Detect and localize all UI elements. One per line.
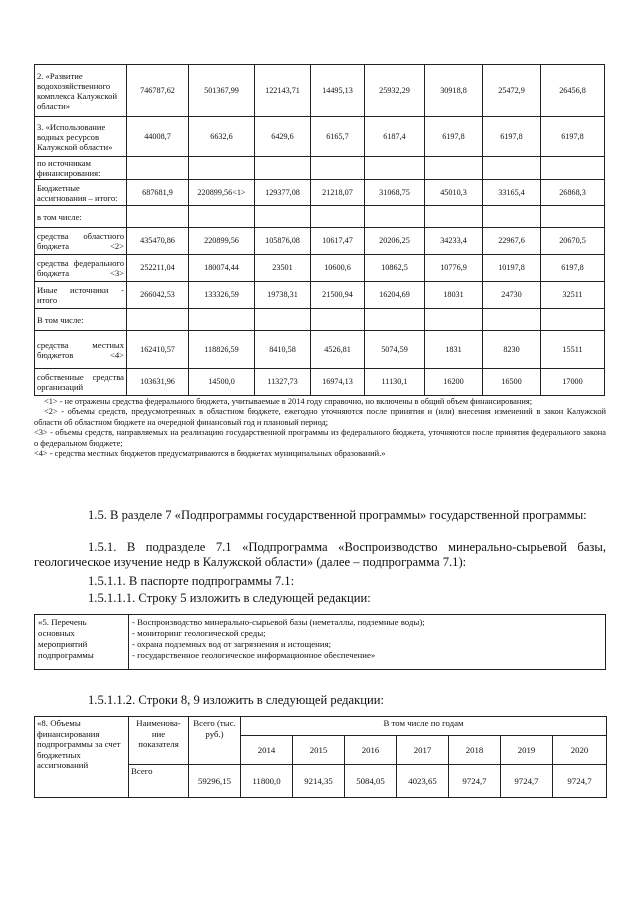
cell: 11130,1 <box>365 369 425 396</box>
table-row <box>35 615 606 670</box>
cell: 16500 <box>483 369 541 396</box>
cell: 20206,25 <box>365 228 425 255</box>
cell: 133326,59 <box>189 282 255 309</box>
cell <box>189 157 255 180</box>
cell <box>425 157 483 180</box>
cell: 10600,6 <box>311 255 365 282</box>
cell: 10197,8 <box>483 255 541 282</box>
row-label: 2. «Развитие водохозяйственного комплекса Калужской области» <box>35 65 127 117</box>
row-indicator: Всего <box>129 765 189 798</box>
funding-volume-table <box>34 716 607 798</box>
cell: 6197,8 <box>541 117 605 157</box>
table-row <box>35 157 605 180</box>
activities-list <box>129 615 606 670</box>
list-item: - мониторинг геологической среды; <box>132 628 266 638</box>
cell: 6187,4 <box>365 117 425 157</box>
cell: 30918,8 <box>425 65 483 117</box>
cell: 11327,73 <box>255 369 311 396</box>
cell: 14500,0 <box>189 369 255 396</box>
cell: 162410,57 <box>127 331 189 369</box>
cell <box>127 157 189 180</box>
year-header: 2019 <box>501 736 553 765</box>
cell: 17000 <box>541 369 605 396</box>
cell: 122143,71 <box>255 65 311 117</box>
passport-row-5-table <box>34 614 606 670</box>
cell: 5074,59 <box>365 331 425 369</box>
cell: 746787,62 <box>127 65 189 117</box>
cell: 103631,96 <box>127 369 189 396</box>
cell: 105876,08 <box>255 228 311 255</box>
cell: 32511 <box>541 282 605 309</box>
years-header: В том числе по годам <box>241 717 607 736</box>
year-value: 9724,7 <box>501 765 553 798</box>
cell: 31068,75 <box>365 180 425 206</box>
cell: 34233,4 <box>425 228 483 255</box>
cell: 26868,3 <box>541 180 605 206</box>
cell <box>483 309 541 331</box>
row-label: средства местных бюджетов <4> <box>35 331 127 369</box>
row-label: по источникам финансирования: <box>35 157 127 180</box>
cell: 8230 <box>483 331 541 369</box>
total-value: 59296,15 <box>189 765 241 798</box>
year-header: 2017 <box>397 736 449 765</box>
table-row <box>35 180 605 206</box>
footnotes <box>34 397 606 459</box>
cell: 501367,99 <box>189 65 255 117</box>
cell <box>311 309 365 331</box>
year-value: 5084,05 <box>345 765 397 798</box>
cell: 16200 <box>425 369 483 396</box>
table-row <box>35 282 605 309</box>
year-header: 2015 <box>293 736 345 765</box>
cell: 14495,13 <box>311 65 365 117</box>
cell: 26456,8 <box>541 65 605 117</box>
cell <box>483 206 541 228</box>
list-item: - Воспроизводство минерально-сырьевой базы (неметаллы, подземные воды); <box>132 617 425 627</box>
cell: 10617,47 <box>311 228 365 255</box>
cell: 6197,8 <box>541 255 605 282</box>
cell: 45010,3 <box>425 180 483 206</box>
cell: 6197,8 <box>425 117 483 157</box>
cell <box>541 157 605 180</box>
year-header: 2018 <box>449 736 501 765</box>
year-value: 11800,0 <box>241 765 293 798</box>
cell: 24730 <box>483 282 541 309</box>
footnote: <2> - объемы средств, предусмотренных в областном бюджете, ежегодно уточняются после принятия и (или) внесения изменений в закон Калужской области об областном бюджете на очередной финансовый год и плановый период; <box>34 407 606 427</box>
cell: 25472,9 <box>483 65 541 117</box>
cell: 129377,08 <box>255 180 311 206</box>
cell: 220899,56<1> <box>189 180 255 206</box>
cell <box>365 309 425 331</box>
footnote: <3> - объемы средств, направляемых на реализацию государственной программы из федерального бюджета, уточняются после принятия федерального закона о федеральном бюджете; <box>34 428 606 448</box>
cell: 266042,53 <box>127 282 189 309</box>
cell <box>311 157 365 180</box>
year-value: 9214,35 <box>293 765 345 798</box>
year-value: 4023,65 <box>397 765 449 798</box>
cell: 6197,8 <box>483 117 541 157</box>
row-label: средства областного бюджета <2> <box>35 228 127 255</box>
row-label: собственные средства организаций <box>35 369 127 396</box>
cell <box>255 309 311 331</box>
table-row <box>35 65 605 117</box>
cell: 15511 <box>541 331 605 369</box>
year-value: 9724,7 <box>449 765 501 798</box>
total-header: Всего (тыс. руб.) <box>189 717 241 765</box>
row-label: средства федерального бюджета <3> <box>35 255 127 282</box>
cell: 25932,29 <box>365 65 425 117</box>
table-row <box>35 228 605 255</box>
paragraph-1-5-1-1-2: 1.5.1.1.2. Строки 8, 9 изложить в следующей редакции: <box>88 693 384 707</box>
paragraph-1-5-1-1-1: 1.5.1.1.1. Строку 5 изложить в следующей редакции: <box>88 591 371 605</box>
cell <box>425 206 483 228</box>
list-item: - охрана подземных вод от загрязнения и истощения; <box>132 639 332 649</box>
cell <box>365 157 425 180</box>
cell: 180074,44 <box>189 255 255 282</box>
table-row <box>35 255 605 282</box>
cell: 44008,7 <box>127 117 189 157</box>
table-row <box>35 717 607 736</box>
cell <box>255 157 311 180</box>
cell: 22967,6 <box>483 228 541 255</box>
table-row <box>35 309 605 331</box>
cell: 687681,9 <box>127 180 189 206</box>
cell: 435470,86 <box>127 228 189 255</box>
cell: 4526,81 <box>311 331 365 369</box>
cell: 10776,9 <box>425 255 483 282</box>
cell: 19738,31 <box>255 282 311 309</box>
cell: 21218,07 <box>311 180 365 206</box>
paragraph-1-5: 1.5. В разделе 7 «Подпрограммы государственной программы» государственной программы: <box>88 508 587 522</box>
table-row <box>35 369 605 396</box>
table-row <box>35 117 605 157</box>
row-label: Иные источники - итого <box>35 282 127 309</box>
year-header: 2014 <box>241 736 293 765</box>
row-label: Бюджетные ассигнования – итого: <box>35 180 127 206</box>
cell: 6165,7 <box>311 117 365 157</box>
table-row <box>35 206 605 228</box>
cell: 16204,69 <box>365 282 425 309</box>
list-item: - государственное геологическое информационное обеспечение» <box>132 650 376 660</box>
cell: 20670,5 <box>541 228 605 255</box>
year-value: 9724,7 <box>553 765 607 798</box>
footnote: <1> - не отражены средства федерального бюджета, учитываемые в 2014 году справочно, но включены в общий объем финансирования; <box>44 397 533 406</box>
cell: 118826,59 <box>189 331 255 369</box>
funding-table <box>34 64 605 396</box>
cell: 10862,5 <box>365 255 425 282</box>
row-label: 3. «Использование водных ресурсов Калужской области» <box>35 117 127 157</box>
cell <box>255 206 311 228</box>
year-header: 2020 <box>553 736 607 765</box>
cell: 6429,6 <box>255 117 311 157</box>
cell: 1831 <box>425 331 483 369</box>
cell <box>541 309 605 331</box>
cell: 18031 <box>425 282 483 309</box>
paragraph-1-5-1-1: 1.5.1.1. В паспорте подпрограммы 7.1: <box>88 574 295 588</box>
cell: 220899,56 <box>189 228 255 255</box>
row-label: «8. Объемы финансирования подпрограммы за счет бюджетных ассигнований <box>35 717 129 798</box>
cell: 23501 <box>255 255 311 282</box>
cell <box>189 206 255 228</box>
cell <box>541 206 605 228</box>
cell <box>189 309 255 331</box>
row-label: в том числе: <box>35 206 127 228</box>
row-label: В том числе: <box>35 309 127 331</box>
cell: 252211,04 <box>127 255 189 282</box>
cell: 33165,4 <box>483 180 541 206</box>
cell <box>483 157 541 180</box>
row-label: «5. Перечень основных мероприятий подпрограммы <box>35 615 129 670</box>
cell <box>311 206 365 228</box>
cell <box>365 206 425 228</box>
cell <box>127 309 189 331</box>
cell <box>425 309 483 331</box>
table-row <box>35 331 605 369</box>
indicator-header: Наименова-ние показателя <box>129 717 189 765</box>
cell <box>127 206 189 228</box>
paragraph-1-5-1: 1.5.1. В подразделе 7.1 «Подпрограмма «Воспроизводство минерально-сырьевой базы, геологическое изучение недр в Калужской области» (далее – подпрограмма 7.1): <box>34 540 606 569</box>
year-header: 2016 <box>345 736 397 765</box>
cell: 21500,94 <box>311 282 365 309</box>
cell: 16974,13 <box>311 369 365 396</box>
cell: 8410,58 <box>255 331 311 369</box>
footnote: <4> - средства местных бюджетов предусматриваются в бюджетах муниципальных образований.» <box>34 449 386 459</box>
cell: 6632,6 <box>189 117 255 157</box>
